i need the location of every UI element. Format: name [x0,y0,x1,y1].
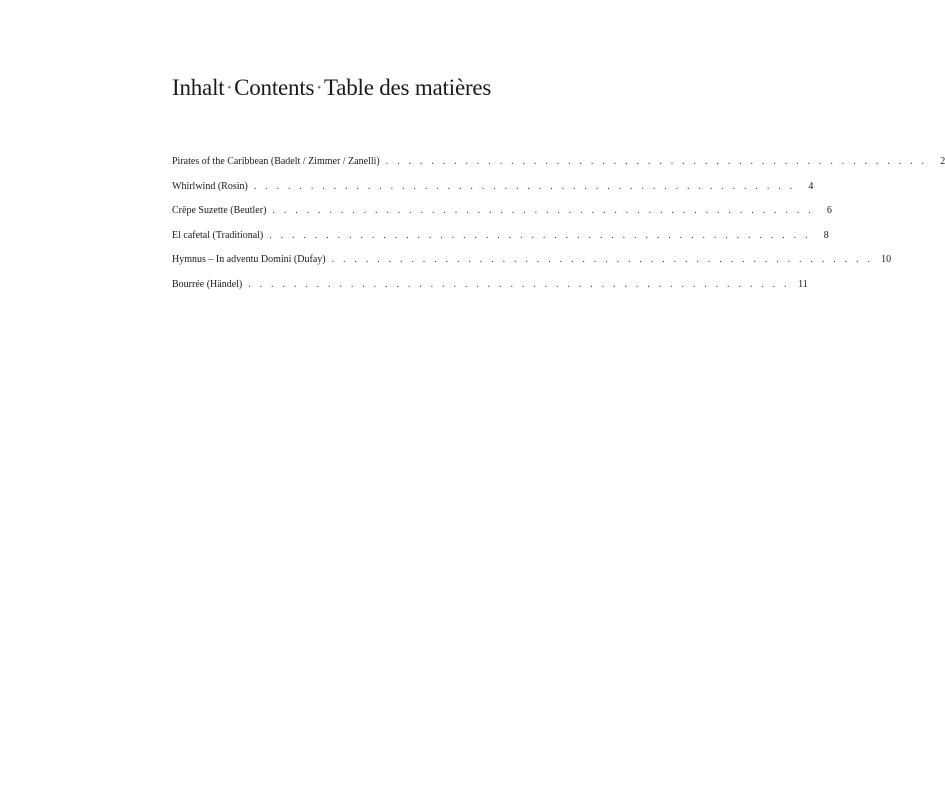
toc-dot-leader: . . . . . . . . . . . . . . . . . . . . . . . . . . . . . . . . . . . . . . . . . . . . . . . . [248,278,790,290]
title-separator-bullet: • [227,81,232,94]
toc-dot-leader: . . . . . . . . . . . . . . . . . . . . . . . . . . . . . . . . . . . . . . . . . . . . . . . . [331,254,874,265]
page-title [172,74,491,104]
toc-entry-page-number: 8 [823,229,829,241]
toc-entry-title: Hymnus – In adventu Domini (Dufay) [172,254,326,265]
title-english: Contents [234,75,315,100]
table-of-contents [172,155,945,302]
toc-entry [172,155,945,180]
toc-entry [172,253,892,278]
title-french: Table des matières [323,75,492,100]
toc-entry-title: El cafetal (Traditional) [172,229,264,241]
toc-entry-page-number: 10 [881,254,892,265]
title-separator-bullet: • [317,81,321,94]
toc-entry-title: Crêpe Suzette (Beutler) [172,205,267,216]
title-german: Inhalt [172,75,225,100]
toc-entry-title: Bourrée (Händel) [172,278,243,290]
toc-entry [172,278,808,303]
toc-entry [172,180,814,205]
toc-dot-leader: . . . . . . . . . . . . . . . . . . . . . . . . . . . . . . . . . . . . . . . . . . . . . . . . [272,205,814,216]
toc-entry [172,229,829,254]
toc-dot-leader: . . . . . . . . . . . . . . . . . . . . . . . . . . . . . . . . . . . . . . . . . . . . . . . . [253,180,796,192]
toc-dot-leader: . . . . . . . . . . . . . . . . . . . . . . . . . . . . . . . . . . . . . . . . . . . . . . . . [385,156,928,167]
toc-entry-page-number: 4 [808,180,814,192]
toc-entry-title: Pirates of the Caribbean (Badelt / Zimmer / Zanelli) [172,156,380,167]
toc-dot-leader: . . . . . . . . . . . . . . . . . . . . . . . . . . . . . . . . . . . . . . . . . . . . . . . . [269,229,811,241]
toc-entry-title: Whirlwind (Rosin) [172,180,248,192]
toc-entry-page-number: 11 [798,278,808,290]
toc-entry-page-number: 2 [940,156,945,167]
toc-entry-page-number: 6 [826,205,832,216]
toc-entry [172,204,832,229]
